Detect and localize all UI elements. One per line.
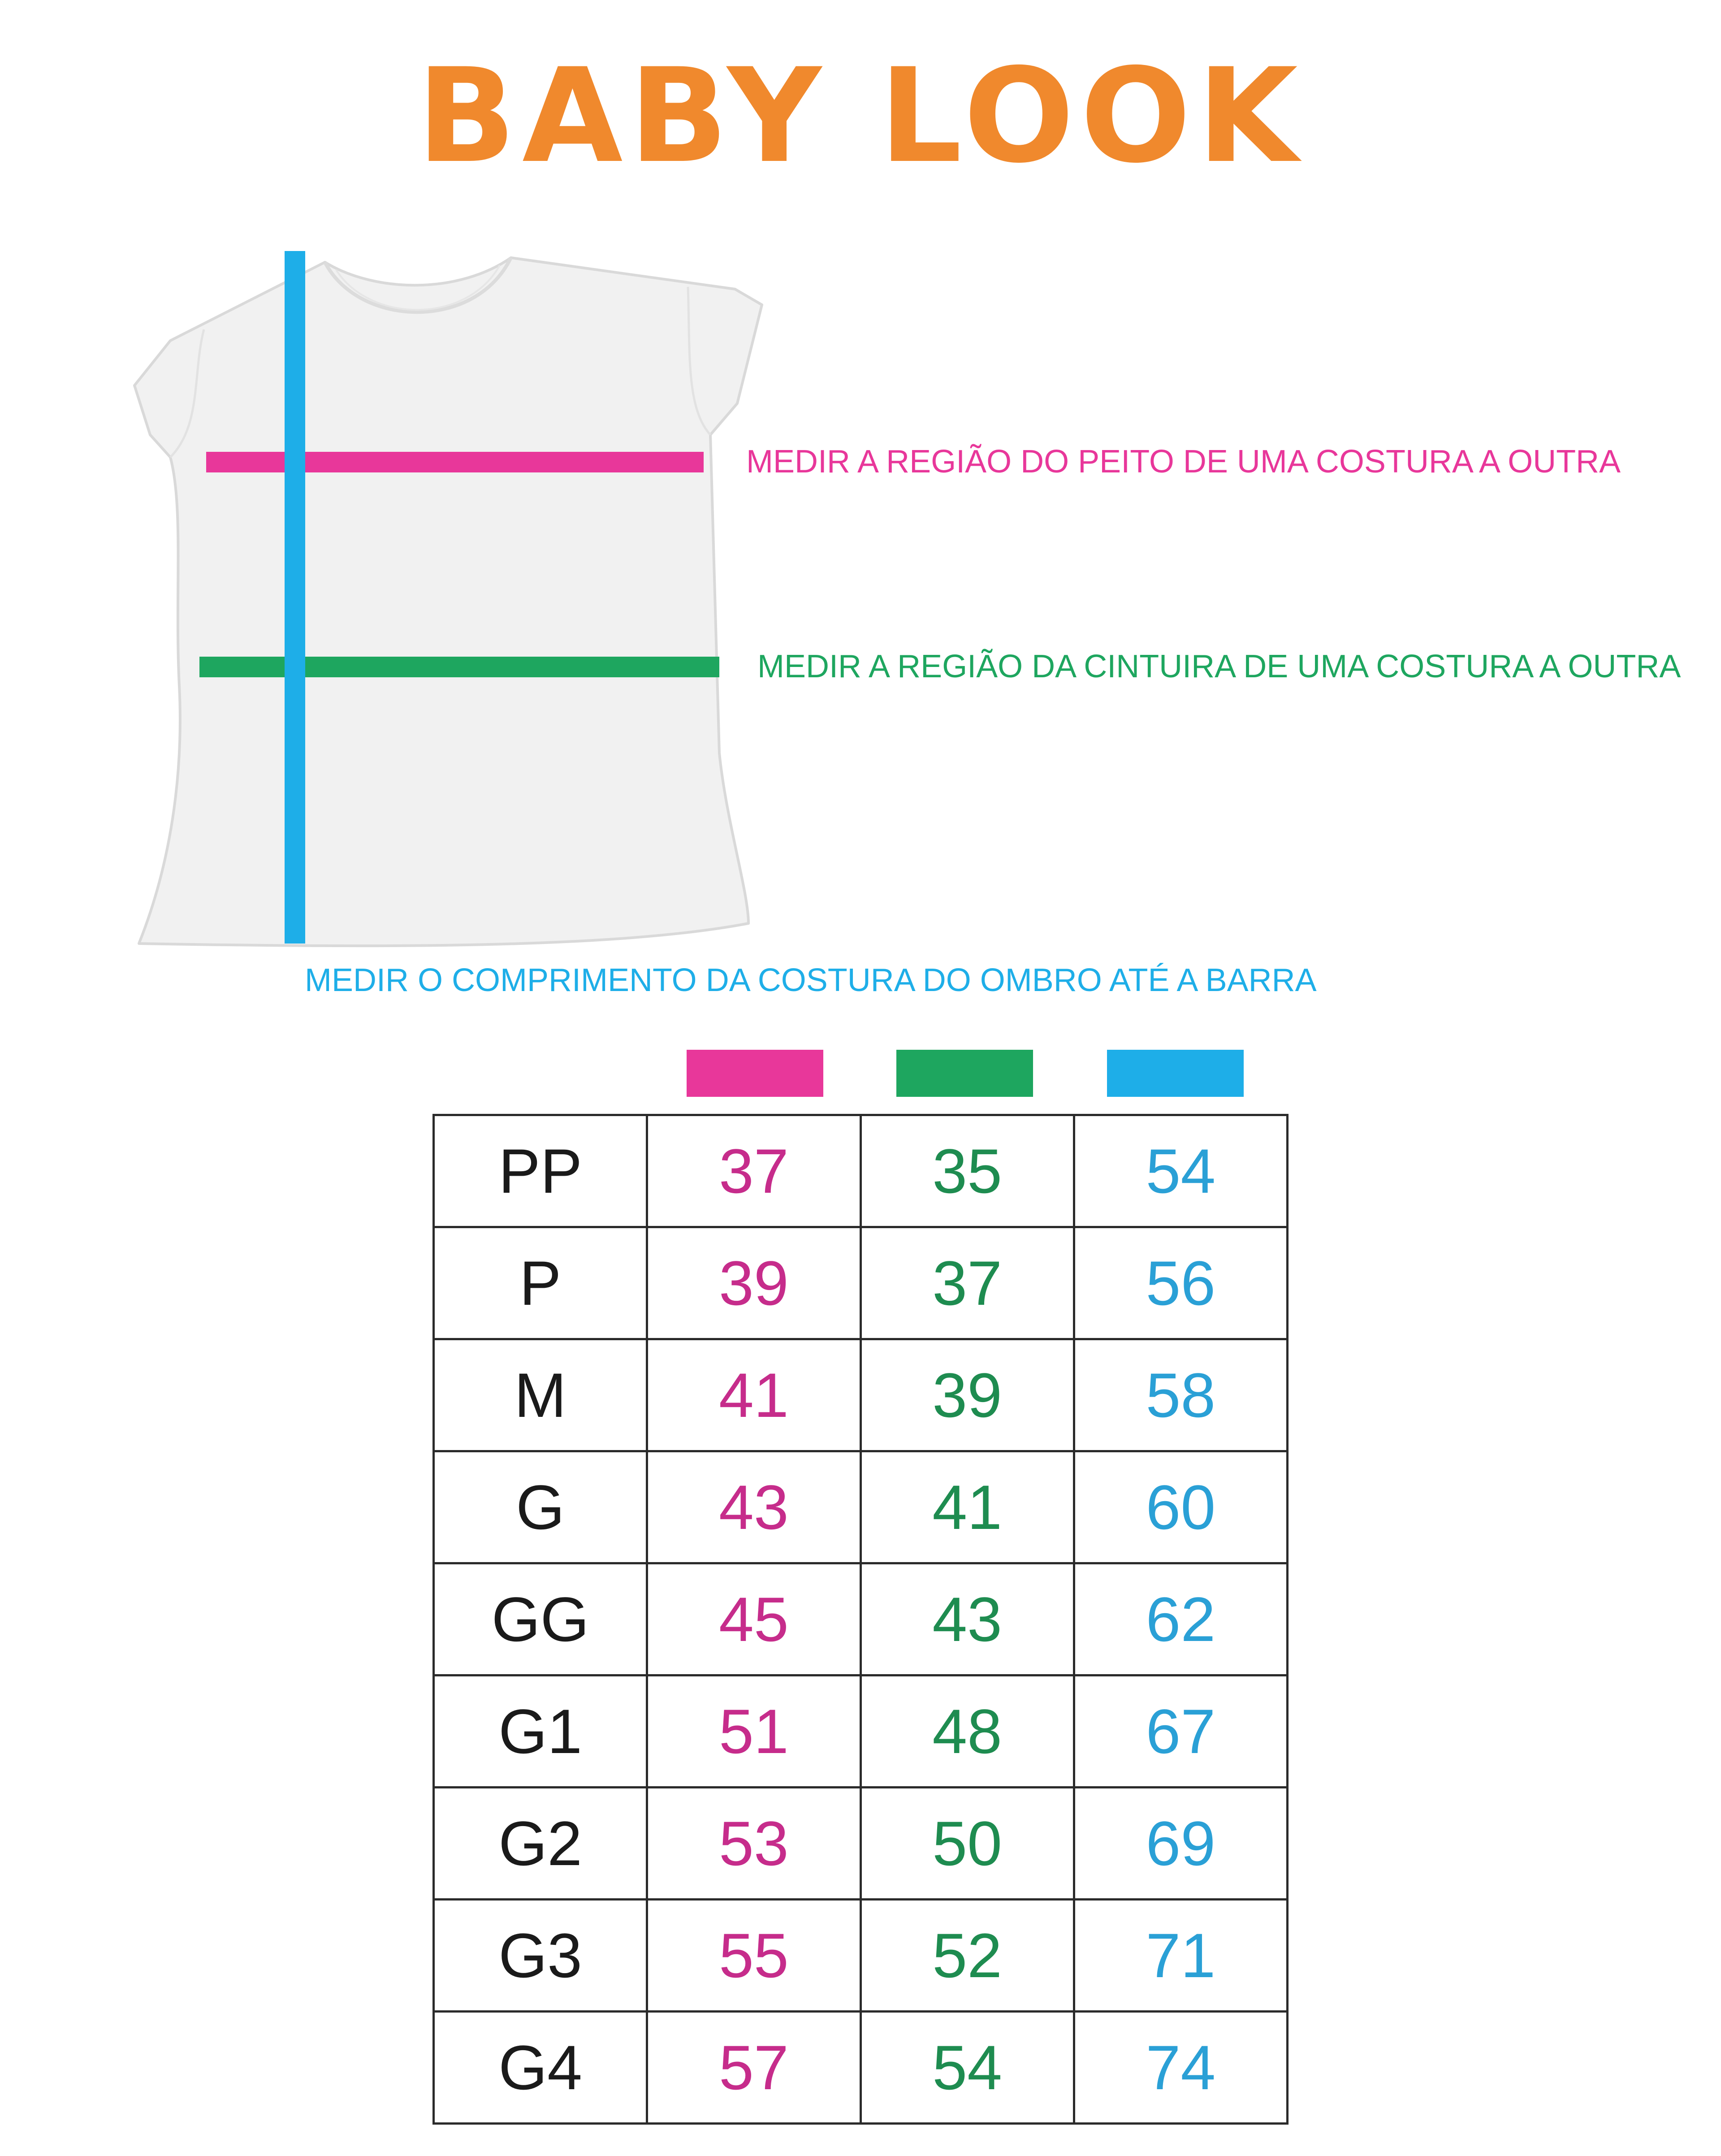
- length-cell: 67: [1074, 1675, 1287, 1788]
- waist-cell: 37: [860, 1227, 1074, 1339]
- table-row: [434, 1339, 1288, 1451]
- chest-cell: 41: [647, 1339, 860, 1451]
- page-title: BABY LOOK: [417, 41, 1304, 192]
- waist-cell: 50: [860, 1788, 1074, 1900]
- waist-cell: 54: [860, 2012, 1074, 2124]
- length-measure-line: [285, 251, 305, 944]
- size-cell: G: [434, 1451, 647, 1563]
- tshirt-icon: [125, 238, 780, 964]
- table-row: [434, 1675, 1288, 1788]
- chest-color-swatch: [687, 1050, 823, 1097]
- chest-measure-line: [206, 452, 704, 472]
- length-cell: 56: [1074, 1227, 1287, 1339]
- size-cell: G4: [434, 2012, 647, 2124]
- chest-cell: 37: [647, 1115, 860, 1227]
- table-row: [434, 1115, 1288, 1227]
- size-cell: GG: [434, 1563, 647, 1675]
- table-row: [434, 1451, 1288, 1563]
- waist-cell: 35: [860, 1115, 1074, 1227]
- length-cell: 71: [1074, 1900, 1287, 2012]
- size-cell: P: [434, 1227, 647, 1339]
- table-row: [434, 1788, 1288, 1900]
- length-cell: 54: [1074, 1115, 1287, 1227]
- length-cell: 58: [1074, 1339, 1287, 1451]
- waist-measure-label: MEDIR A REGIÃO DA CINTUIRA DE UMA COSTURA A OUTRA: [757, 649, 1681, 684]
- chest-cell: 39: [647, 1227, 860, 1339]
- chest-cell: 51: [647, 1675, 860, 1788]
- chest-cell: 43: [647, 1451, 860, 1563]
- size-table: [432, 1114, 1289, 2125]
- chest-cell: 53: [647, 1788, 860, 1900]
- chest-cell: 55: [647, 1900, 860, 2012]
- waist-cell: 41: [860, 1451, 1074, 1563]
- length-color-swatch: [1107, 1050, 1244, 1097]
- length-cell: 60: [1074, 1451, 1287, 1563]
- waist-cell: 52: [860, 1900, 1074, 2012]
- tshirt-diagram: [125, 238, 780, 964]
- waist-color-swatch: [896, 1050, 1033, 1097]
- waist-cell: 48: [860, 1675, 1074, 1788]
- chest-cell: 45: [647, 1563, 860, 1675]
- size-cell: G1: [434, 1675, 647, 1788]
- size-cell: G3: [434, 1900, 647, 2012]
- table-row: [434, 1900, 1288, 2012]
- tshirt-body: [134, 258, 762, 946]
- size-table-body: [434, 1115, 1288, 2124]
- table-row: [434, 2012, 1288, 2124]
- length-measure-label: MEDIR O COMPRIMENTO DA COSTURA DO OMBRO ATÉ A BARRA: [305, 962, 1317, 998]
- chest-cell: 57: [647, 2012, 860, 2124]
- size-cell: PP: [434, 1115, 647, 1227]
- chest-measure-label: MEDIR A REGIÃO DO PEITO DE UMA COSTURA A OUTRA: [746, 444, 1621, 480]
- waist-cell: 43: [860, 1563, 1074, 1675]
- length-cell: 74: [1074, 2012, 1287, 2124]
- waist-cell: 39: [860, 1339, 1074, 1451]
- table-row: [434, 1563, 1288, 1675]
- size-cell: M: [434, 1339, 647, 1451]
- length-cell: 69: [1074, 1788, 1287, 1900]
- waist-measure-line: [199, 657, 719, 677]
- table-row: [434, 1227, 1288, 1339]
- size-cell: G2: [434, 1788, 647, 1900]
- length-cell: 62: [1074, 1563, 1287, 1675]
